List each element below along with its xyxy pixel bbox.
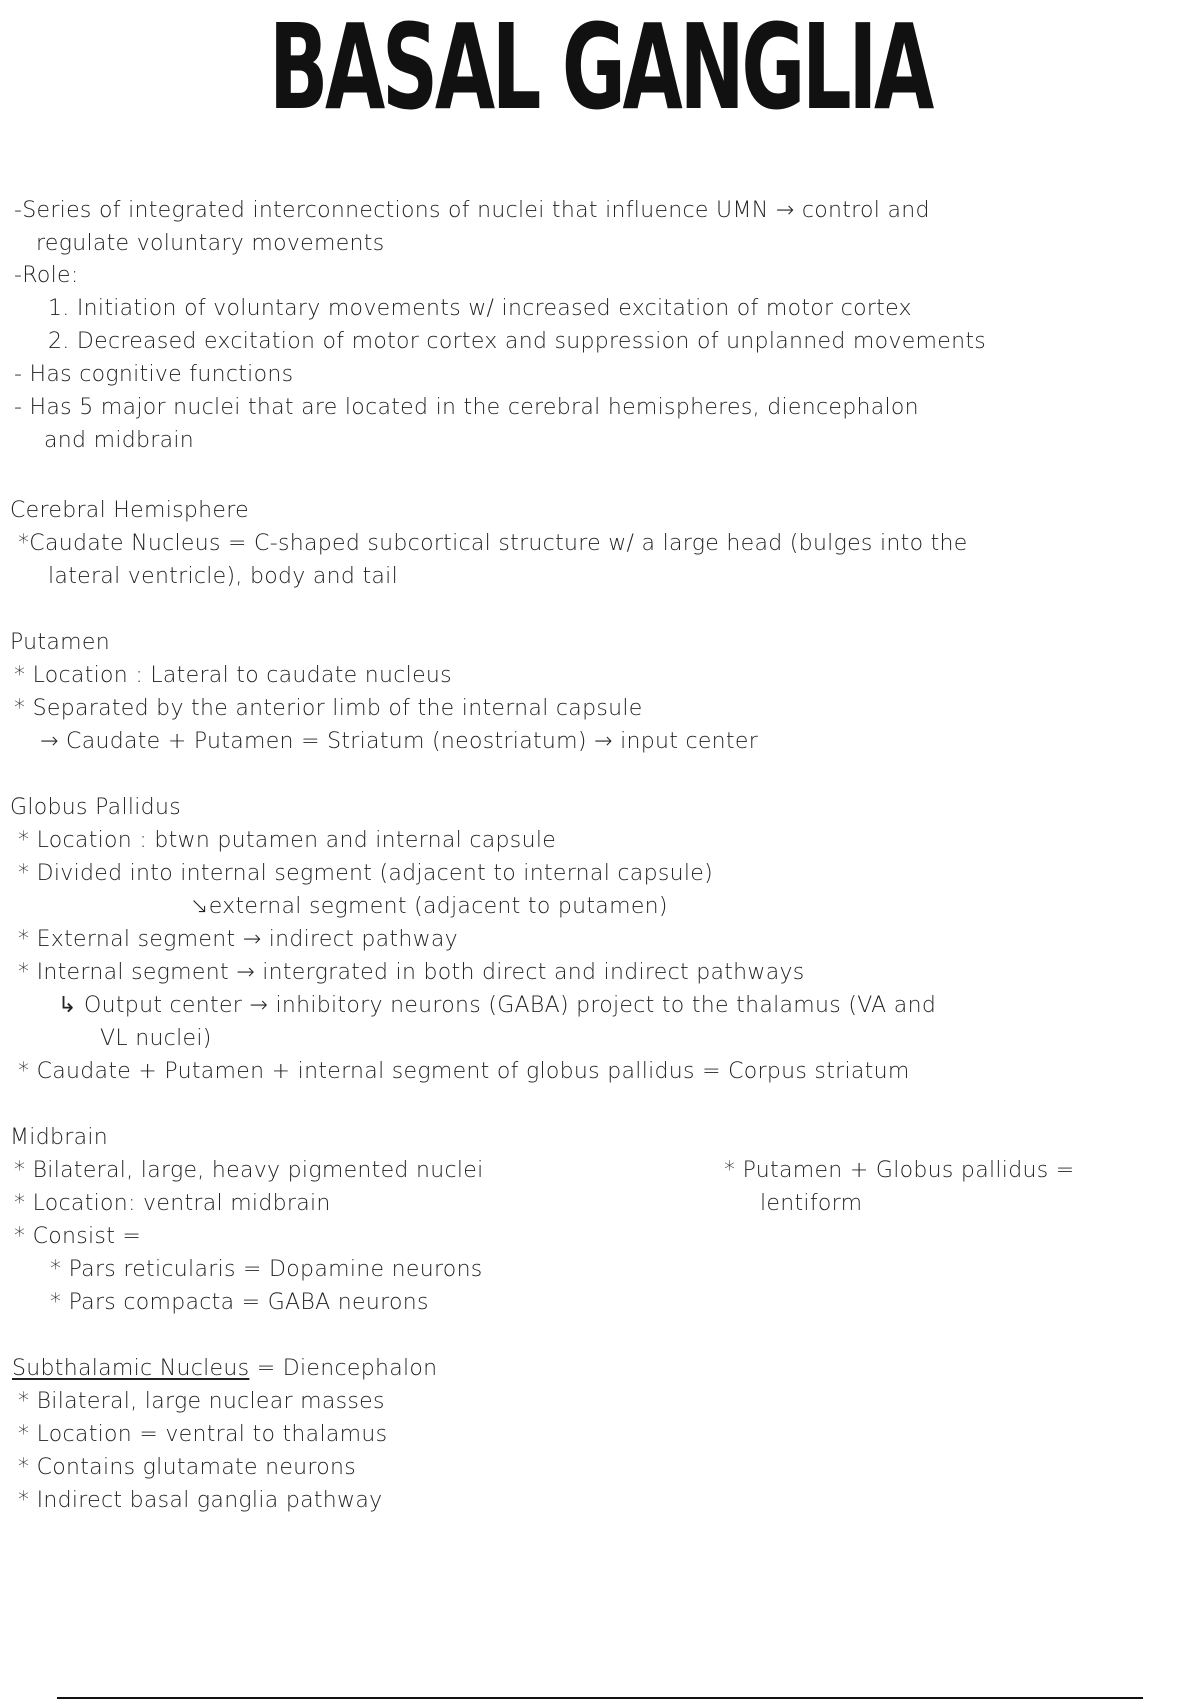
putamen-line-3: → Caudate + Putamen = Striatum (neostriatum) → input center bbox=[40, 729, 759, 754]
page-title: BASAL GANGLIA bbox=[268, 0, 932, 136]
subthalamic-heading-rest: = Diencephalon bbox=[249, 1356, 438, 1381]
intro-line-1: -Series of integrated interconnections of nuclei that influence UMN → control and bbox=[14, 198, 930, 223]
globus-line-2: * Divided into internal segment (adjacent to internal capsule) bbox=[18, 861, 713, 886]
midbrain-line-2: * Location: ventral midbrain bbox=[14, 1191, 331, 1216]
intro-line-5: 2. Decreased excitation of motor cortex and suppression of unplanned movements bbox=[48, 329, 987, 354]
globus-line-6: ↳ Output center → inhibitory neurons (GABA) project to the thalamus (VA and bbox=[58, 993, 937, 1018]
globus-line-8: * Caudate + Putamen + internal segment of globus pallidus = Corpus striatum bbox=[18, 1059, 910, 1084]
midbrain-line-5: * Pars compacta = GABA neurons bbox=[50, 1290, 429, 1315]
intro-line-2: regulate voluntary movements bbox=[36, 231, 385, 256]
globus-line-7: VL nuclei) bbox=[100, 1026, 212, 1051]
globus-line-5: * Internal segment → intergrated in both direct and indirect pathways bbox=[18, 960, 805, 985]
subthalamic-line-2: * Location = ventral to thalamus bbox=[18, 1422, 388, 1447]
subthalamic-line-4: * Indirect basal ganglia pathway bbox=[18, 1488, 383, 1513]
cerebral-line-2: lateral ventricle), body and tail bbox=[48, 564, 398, 589]
putamen-line-2: * Separated by the anterior limb of the internal capsule bbox=[14, 696, 643, 721]
globus-pallidus-heading: Globus Pallidus bbox=[10, 795, 181, 820]
intro-line-3: -Role: bbox=[14, 263, 79, 288]
globus-line-3: ↘external segment (adjacent to putamen) bbox=[190, 894, 668, 919]
subthalamic-heading bbox=[12, 1356, 437, 1382]
subthalamic-line-3: * Contains glutamate neurons bbox=[18, 1455, 357, 1480]
globus-line-1: * Location : btwn putamen and internal capsule bbox=[18, 828, 557, 853]
subthalamic-line-1: * Bilateral, large nuclear masses bbox=[18, 1389, 385, 1414]
globus-line-4: * External segment → indirect pathway bbox=[18, 927, 458, 952]
cerebral-hemisphere-heading: Cerebral Hemisphere bbox=[10, 498, 249, 523]
intro-line-7: - Has 5 major nuclei that are located in the cerebral hemispheres, diencephalon bbox=[14, 395, 919, 420]
midbrain-line-3: * Consist = bbox=[14, 1224, 142, 1249]
footer-divider bbox=[57, 1697, 1143, 1699]
midbrain-side-note-2: lentiform bbox=[760, 1191, 863, 1216]
midbrain-heading: Midbrain bbox=[10, 1125, 109, 1150]
putamen-heading: Putamen bbox=[10, 630, 110, 655]
midbrain-side-note-1: * Putamen + Globus pallidus = bbox=[724, 1158, 1075, 1183]
putamen-line-1: * Location : Lateral to caudate nucleus bbox=[14, 663, 452, 688]
intro-line-6: - Has cognitive functions bbox=[14, 362, 294, 387]
intro-line-4: 1. Initiation of voluntary movements w/ increased excitation of motor cortex bbox=[48, 296, 912, 321]
cerebral-line-1: *Caudate Nucleus = C-shaped subcortical structure w/ a large head (bulges into the bbox=[18, 531, 968, 556]
intro-line-8: and midbrain bbox=[44, 428, 195, 453]
midbrain-line-1: * Bilateral, large, heavy pigmented nuclei bbox=[14, 1158, 484, 1183]
midbrain-line-4: * Pars reticularis = Dopamine neurons bbox=[50, 1257, 483, 1282]
subthalamic-heading-underlined: Subthalamic Nucleus bbox=[12, 1356, 250, 1381]
